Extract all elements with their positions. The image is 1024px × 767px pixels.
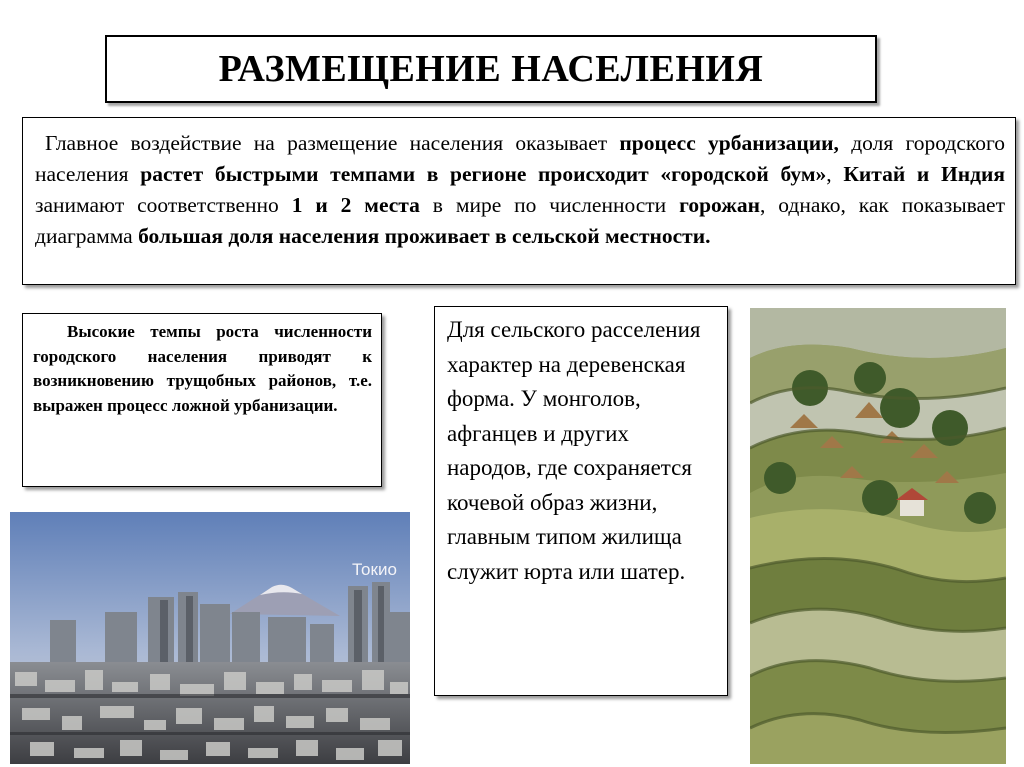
rural-settlement-box [434, 306, 728, 696]
intro-text-1: Главное воздействие на размещение населения оказывает [45, 131, 620, 155]
intro-paragraph [22, 117, 1016, 285]
slide-title: РАЗМЕЩЕНИЕ НАСЕЛЕНИЯ [218, 48, 764, 90]
intro-bold-2: растет быстрыми темпами в регионе происходит «городской бум» [140, 162, 827, 186]
false-urbanization-text: Высокие темпы роста численности городского населения приводят к возникновению трущобных районов, т.е. выражен процесс ложной урбанизации. [33, 322, 372, 415]
intro-bold-5: горожан [679, 193, 760, 217]
intro-text-4: занимают соответственно [35, 193, 292, 217]
intro-text-3: , [826, 162, 844, 186]
rural-settlement-text: Для сельского расселения характер на деревенская форма. У монголов, афганцев и других народов, где сохраняется кочевой образ жизни, главным типом жилища служит юрта или шатер. [447, 317, 701, 584]
slide-title-box [105, 35, 877, 103]
rice-terrace-photo [750, 308, 1006, 764]
tokyo-photo [10, 512, 410, 764]
intro-bold-4: 1 и 2 места [291, 193, 420, 217]
intro-text-6: , однако, как показывает диаграмма [35, 193, 1005, 248]
intro-bold-6: большая доля населения проживает в сельской местности. [138, 224, 711, 248]
intro-bold-3: Китай и Индия [843, 162, 1005, 186]
intro-text-5: в мире по численности [419, 193, 680, 217]
intro-bold-1: процесс урбанизации, [619, 131, 839, 155]
intro-text-2: доля городского населения [35, 131, 1005, 186]
false-urbanization-box [22, 313, 382, 487]
tokyo-caption: Токио [352, 560, 397, 579]
